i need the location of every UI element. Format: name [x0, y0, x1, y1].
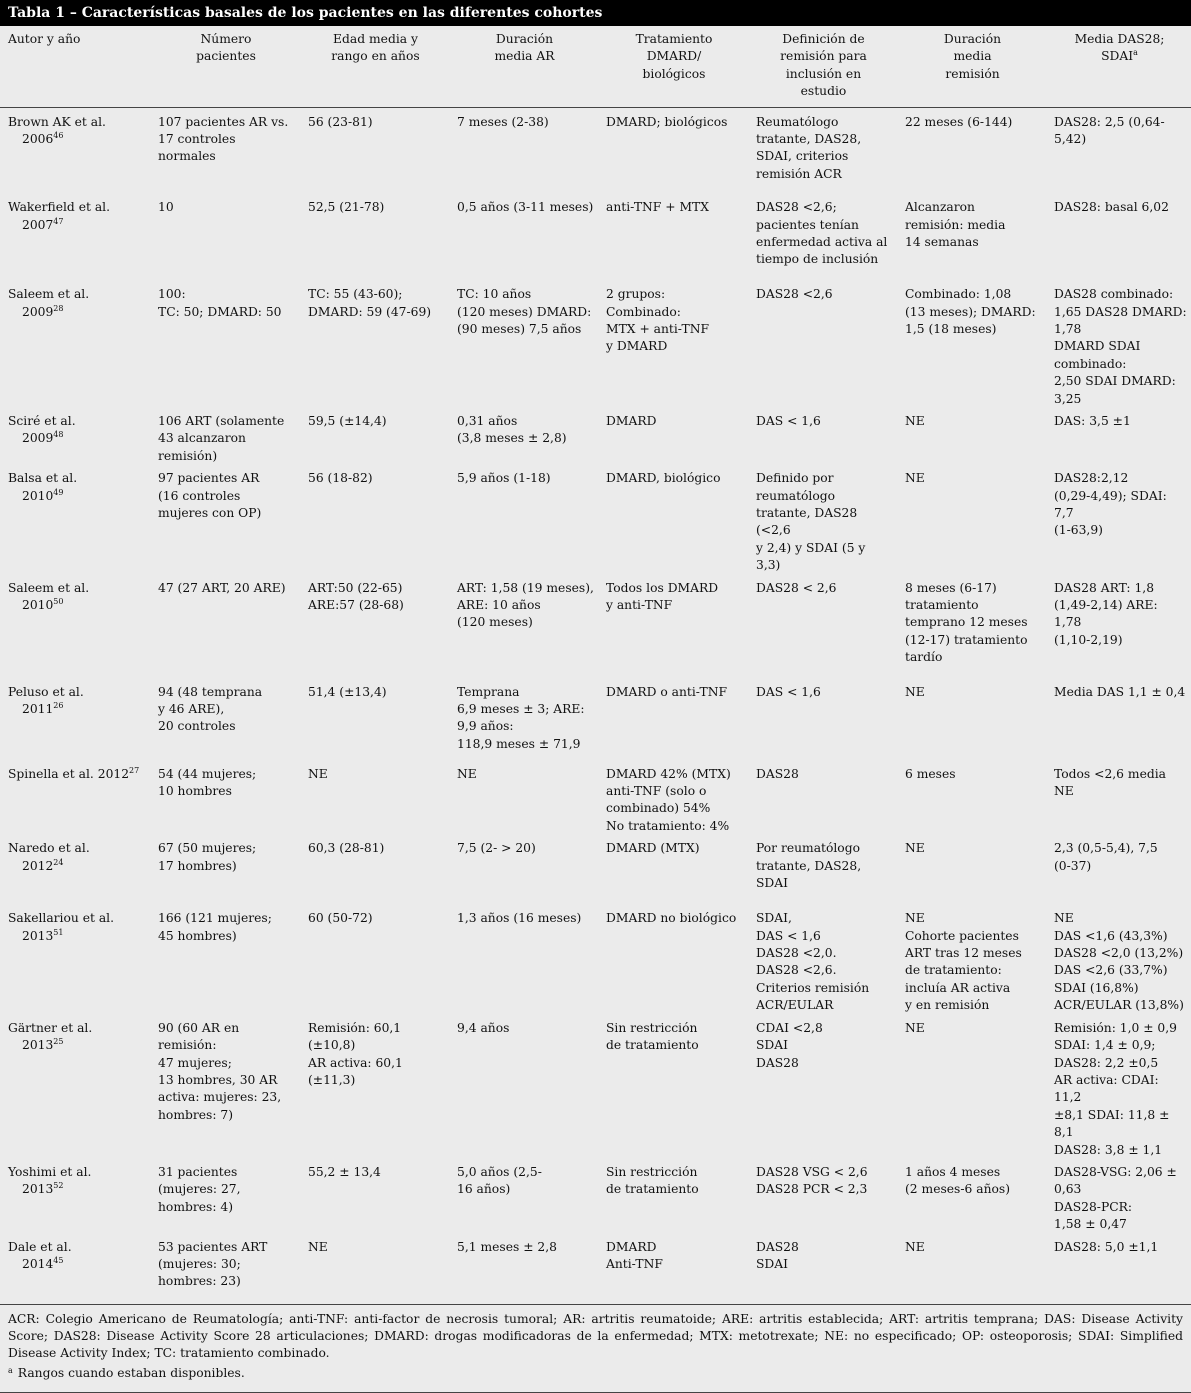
reference-number: 28 [53, 303, 64, 313]
table-row [0, 107, 1191, 194]
table-cell: NE [905, 684, 925, 699]
table-cell: Sin restricción de tratamiento [606, 1020, 699, 1053]
author-year: 2006 [22, 132, 54, 147]
table-cell: 94 (48 temprana y 46 ARE), 20 controles [158, 684, 263, 734]
footnote-abbreviations: ACR: Colegio Americano de Reumatología; anti-TNF: anti-factor de necrosis tumoral; AR: artritis reumatoide; ARE: artritis establecida; ART: artritis temprana; DAS: Disease Activity Score; DAS28: Disease Activity Score 28 articulaciones; DMARD: drogas modificadoras de la enfermedad; MTX: metotrexate; NE: no especificado; OP: osteoporosis; SDAI: Simplified Disease Activity Index; TC: tratamiento combinado. [8, 1311, 1183, 1361]
table-cell: 2,3 (0,5-5,4), 7,5 (0-37) [1054, 841, 1158, 873]
reference-number: 24 [53, 857, 64, 867]
author-name: Sakellariou et al. [8, 911, 115, 926]
table-cell: CDAI <2,8 SDAI DAS28 [756, 1020, 823, 1070]
reference-number: 51 [53, 927, 64, 937]
author-name: Brown AK et al. [8, 114, 106, 129]
reference-number: 48 [53, 430, 64, 440]
column-header-label: Media DAS28; SDAI [1074, 32, 1165, 64]
footnote-a-text: Rangos cuando estaban disponibles. [17, 1365, 245, 1380]
table-cell: DMARD (MTX) [606, 841, 700, 856]
table-cell: 90 (60 AR en remisión: 47 mujeres; 13 hombres, 30 AR activa: mujeres: 23, hombres: 7) [158, 1020, 282, 1122]
author-cell [0, 835, 150, 905]
table-cell: DAS28 combinado: 1,65 DAS28 DMARD: 1,78 DMARD SDAI combinado: 2,50 SDAI DMARD: 3,25 [1054, 287, 1187, 406]
author-name: Dale et al. [8, 1239, 72, 1254]
table-cell: TC: 55 (43-60); DMARD: 59 (47-69) [308, 287, 432, 319]
table-row [0, 1159, 1191, 1234]
table-cell: 1 años 4 meses (2 meses-6 años) [905, 1164, 1011, 1197]
author-name: Naredo et al. [8, 841, 90, 856]
table-cell: Todos los DMARD y anti-TNF [606, 580, 719, 613]
table-title: Tabla 1 – Características basales de los pacientes en las diferentes cohortes [0, 0, 1191, 26]
author-year: 2013 [22, 1182, 54, 1197]
table-row [0, 679, 1191, 761]
author-cell [0, 408, 150, 465]
table-cell: NE DAS <1,6 (43,3%) DAS28 <2,0 (13,2%) DAS <2,6 (33,7%) SDAI (16,8%) ACR/EULAR (13,8%) [1054, 911, 1184, 1013]
table-cell: 60,3 (28-81) [308, 841, 385, 856]
footnote-a [8, 1365, 1183, 1382]
table-cell: DAS28:2,12 (0,29-4,49); SDAI: 7,7 (1-63,9) [1054, 471, 1167, 538]
footnote-a-mark: a [8, 1365, 13, 1375]
table-row [0, 835, 1191, 905]
table-row [0, 905, 1191, 1014]
table-row [0, 194, 1191, 281]
author-cell [0, 107, 150, 194]
table-cell: 47 (27 ART, 20 ARE) [158, 580, 286, 595]
reference-number: 52 [53, 1181, 64, 1191]
table-cell: DMARD no biológico [606, 911, 737, 926]
table-cell: 5,1 meses ± 2,8 [457, 1239, 557, 1254]
author-name: Wakerfield et al. [8, 200, 111, 215]
table-cell: 5,0 años (2,5- 16 años) [457, 1164, 542, 1197]
column-header-label: Número pacientes [196, 32, 256, 64]
reference-number: 45 [53, 1255, 64, 1265]
table-cell: 7 meses (2-38) [457, 114, 549, 129]
table-cell: 56 (23-81) [308, 114, 373, 129]
table-cell: 100: TC: 50; DMARD: 50 [158, 287, 282, 319]
table-cell: 53 pacientes ART (mujeres: 30; hombres: 23) [158, 1239, 268, 1289]
table-cell: NE Cohorte pacientes ART tras 12 meses de tratamiento: incluía AR activa y en remisión [905, 911, 1022, 1013]
table-cell: 107 pacientes AR vs. 17 controles normales [158, 114, 289, 164]
table-row [0, 1015, 1191, 1159]
author-name: Balsa et al. [8, 471, 78, 486]
reference-number: 26 [53, 701, 64, 711]
table-cell: DMARD 42% (MTX) anti-TNF (solo o combinado) 54% No tratamiento: 4% [606, 766, 731, 833]
table-cell: NE [457, 766, 477, 781]
table-cell: DAS28: basal 6,02 [1054, 200, 1169, 215]
table-cell: 166 (121 mujeres; 45 hombres) [158, 911, 272, 943]
author-name: Yoshimi et al. [8, 1164, 92, 1179]
reference-number: 46 [53, 131, 64, 141]
author-year: 2012 [22, 858, 54, 873]
author-year: 2013 [22, 928, 54, 943]
table-cell: DAS < 1,6 [756, 684, 821, 699]
author-cell [0, 679, 150, 761]
table-cell: NE [308, 766, 328, 781]
column-header-label: Tratamiento DMARD/ biológicos [635, 32, 713, 81]
author-name: Gärtner et al. [8, 1020, 93, 1035]
table-cell: DMARD [606, 413, 657, 428]
reference-number: 47 [53, 216, 64, 226]
table-cell: DAS28 VSG < 2,6 DAS28 PCR < 2,3 [756, 1164, 868, 1197]
author-cell [0, 281, 150, 408]
table-cell: DAS28 [756, 766, 799, 781]
table-row [0, 408, 1191, 465]
table-body [0, 107, 1191, 1303]
table-cell: 10 [158, 200, 174, 215]
table-row [0, 465, 1191, 574]
column-header [449, 26, 598, 107]
column-header [150, 26, 300, 107]
table-cell: 60 (50-72) [308, 911, 373, 926]
table-footer [0, 1304, 1191, 1383]
table-cell: 0,31 años (3,8 meses ± 2,8) [457, 413, 567, 446]
table-cell: 22 meses (6-144) [905, 114, 1013, 129]
table-cell: 106 ART (solamente 43 alcanzaron remisión) [158, 413, 285, 463]
table-cell: 52,5 (21-78) [308, 200, 385, 215]
table-cell: DAS28 < 2,6 [756, 580, 837, 595]
table-cell: 8 meses (6-17) tratamiento temprano 12 meses (12-17) tratamiento tardío [905, 580, 1028, 665]
table-cell: NE [905, 1020, 925, 1035]
reference-number: 27 [129, 765, 140, 775]
column-header [0, 26, 150, 107]
characteristics-table [0, 26, 1191, 1304]
author-cell [0, 905, 150, 1014]
table-cell: 56 (18-82) [308, 471, 373, 486]
column-header [1046, 26, 1191, 107]
table-cell: 1,3 años (16 meses) [457, 911, 582, 926]
table-cell: DAS28: 5,0 ±1,1 [1054, 1239, 1159, 1254]
author-year: 2010 [22, 488, 54, 503]
table-cell: DAS28: 2,5 (0,64-5,42) [1054, 114, 1165, 147]
table-header [0, 26, 1191, 107]
author-name: Sciré et al. [8, 413, 76, 428]
table-cell: DAS28 <2,6; pacientes tenían enfermedad activa al tiempo de inclusión [756, 200, 888, 267]
author-cell [0, 761, 150, 836]
column-header [300, 26, 449, 107]
column-header-label: Duración media AR [494, 32, 555, 64]
table-cell: Remisión: 60,1 (±10,8) AR activa: 60,1 (±11,3) [308, 1020, 403, 1087]
table-cell: Media DAS 1,1 ± 0,4 [1054, 684, 1186, 699]
header-footnote-mark: a [1133, 48, 1138, 58]
column-header [748, 26, 897, 107]
author-year: 2010 [22, 598, 54, 613]
table-cell: DMARD o anti-TNF [606, 684, 728, 699]
author-year: 2007 [22, 217, 54, 232]
table-cell: Por reumatólogo tratante, DAS28, SDAI [756, 841, 862, 891]
table-cell: 54 (44 mujeres; 10 hombres [158, 766, 257, 799]
table-cell: DMARD, biológico [606, 471, 721, 486]
header-row [0, 26, 1191, 107]
author-name: Saleem et al. [8, 580, 90, 595]
table-cell: DAS28-VSG: 2,06 ± 0,63 DAS28-PCR: 1,58 ± 0,47 [1054, 1164, 1177, 1232]
table-cell: DAS28 <2,6 [756, 287, 833, 302]
table-cell: Sin restricción de tratamiento [606, 1164, 699, 1197]
author-cell [0, 194, 150, 281]
table-row [0, 1234, 1191, 1304]
column-header-label: Definición de remisión para inclusión en estudio [780, 32, 867, 99]
table-cell: Alcanzaron remisión: media 14 semanas [905, 200, 1006, 249]
reference-number: 49 [53, 487, 64, 497]
table-cell: DAS: 3,5 ±1 [1054, 413, 1131, 428]
table-cell: Todos <2,6 media NE [1054, 766, 1166, 799]
table-cell: NE [308, 1239, 328, 1254]
author-year: 2009 [22, 304, 54, 319]
bottom-rule [0, 1382, 1191, 1393]
column-header-label: Edad media y rango en años [331, 32, 420, 64]
table-cell: Definido por reumatólogo tratante, DAS28 (<2,6 y 2,4) y SDAI (5 y 3,3) [756, 471, 866, 573]
column-header [897, 26, 1046, 107]
reference-number: 25 [53, 1037, 64, 1047]
table-cell: NE [905, 413, 925, 428]
table-cell: NE [905, 841, 925, 856]
table-row [0, 761, 1191, 836]
table-cell: 31 pacientes (mujeres: 27, hombres: 4) [158, 1164, 241, 1214]
table-cell: 5,9 años (1-18) [457, 471, 551, 486]
table-cell: 6 meses [905, 766, 956, 781]
table-cell: SDAI, DAS < 1,6 DAS28 <2,0. DAS28 <2,6. Criterios remisión ACR/EULAR [756, 911, 870, 1013]
table-cell: 59,5 (±14,4) [308, 413, 387, 428]
table-cell: 7,5 (2- > 20) [457, 841, 536, 856]
author-year: 2014 [22, 1256, 54, 1271]
column-header-label: Duración media remisión [943, 32, 1002, 81]
table-cell: DAS < 1,6 [756, 413, 821, 428]
table-cell: 55,2 ± 13,4 [308, 1164, 381, 1179]
table-cell: 2 grupos: Combinado: MTX + anti-TNF y DMARD [606, 287, 710, 354]
column-header [598, 26, 748, 107]
table-cell: 51,4 (±13,4) [308, 684, 387, 699]
table-cell: ART: 1,58 (19 meses), ARE: 10 años (120 meses) [457, 580, 594, 630]
author-cell [0, 465, 150, 574]
table-cell: NE [905, 471, 925, 486]
table-cell: DAS28 ART: 1,8 (1,49-2,14) ARE: 1,78 (1,10-2,19) [1054, 580, 1158, 647]
author-year: 2011 [22, 702, 54, 717]
table-cell: Remisión: 1,0 ± 0,9 SDAI: 1,4 ± 0,9; DAS28: 2,2 ±0,5 AR activa: CDAI: 11,2 ±8,1 SDAI: 11,8 ± 8,1 DAS28: 3,8 ± 1,1 [1054, 1020, 1177, 1157]
table-cell: 67 (50 mujeres; 17 hombres) [158, 841, 257, 873]
author-cell [0, 1015, 150, 1159]
author-name: Spinella et al. 2012 [8, 766, 130, 781]
author-name: Peluso et al. [8, 684, 84, 699]
table-cell: ART:50 (22-65) ARE:57 (28-68) [308, 580, 404, 613]
table-cell: 0,5 años (3-11 meses) [457, 200, 594, 215]
table-cell: TC: 10 años (120 meses) DMARD: (90 meses) 7,5 años [457, 287, 592, 336]
table-cell: 97 pacientes AR (16 controles mujeres con OP) [158, 471, 262, 520]
column-header-label: Autor y año [8, 32, 81, 46]
author-cell [0, 575, 150, 679]
table-cell: DMARD; biológicos [606, 114, 728, 129]
author-name: Saleem et al. [8, 287, 90, 302]
table-row [0, 575, 1191, 679]
table-cell: DMARD Anti-TNF [606, 1239, 663, 1271]
table-row [0, 281, 1191, 408]
author-cell [0, 1234, 150, 1304]
table-cell: 9,4 años [457, 1020, 510, 1035]
author-year: 2013 [22, 1038, 54, 1053]
author-cell [0, 1159, 150, 1234]
table-cell: DAS28 SDAI [756, 1239, 799, 1271]
table-cell: anti-TNF + MTX [606, 200, 710, 215]
table-cell: Reumatólogo tratante, DAS28, SDAI, criterios remisión ACR [756, 114, 862, 181]
table-cell: NE [905, 1239, 925, 1254]
table-cell: Combinado: 1,08 (13 meses); DMARD: 1,5 (18 meses) [905, 287, 1036, 336]
author-year: 2009 [22, 431, 54, 446]
reference-number: 50 [53, 597, 64, 607]
table-cell: Temprana 6,9 meses ± 3; ARE: 9,9 años: 118,9 meses ± 71,9 [457, 684, 585, 751]
